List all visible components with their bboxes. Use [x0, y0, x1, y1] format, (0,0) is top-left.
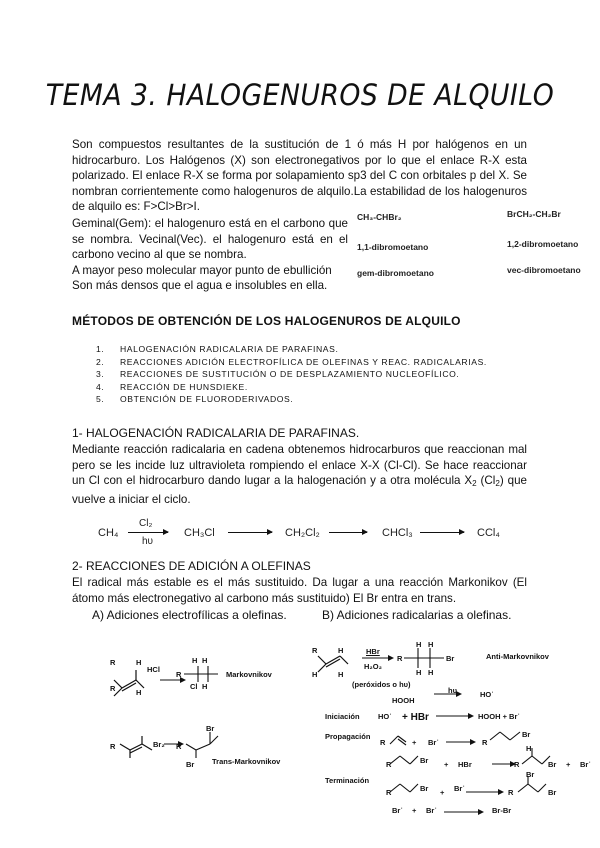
reagent-hv: hυ: [142, 536, 154, 547]
label-br: Br: [206, 724, 215, 733]
label-h: H: [136, 658, 142, 667]
reagent-hbr-initiation: + HBr: [402, 712, 429, 723]
section1-heading: 1- HALOGENACIÓN RADICALARIA DE PARAFINAS.: [72, 426, 360, 440]
label-r: R: [110, 742, 116, 751]
label-r: R: [397, 654, 403, 663]
label-h: H: [202, 656, 208, 665]
vec-name-iupac: 1,2-dibromoetano: [507, 239, 579, 249]
reaction-arrow: [420, 532, 464, 533]
label-r: R: [110, 684, 116, 693]
label-r: R: [176, 742, 182, 751]
reagent-hbr: HBr: [458, 760, 472, 769]
label-br: Br: [522, 730, 531, 739]
peroxides-note: (peróxidos o hυ): [352, 680, 411, 689]
gem-name-common: gem-dibromoetano: [357, 268, 434, 278]
species-ch2cl2: CH₂Cl₂: [285, 527, 320, 539]
species-br-radical: Br˙: [392, 806, 403, 815]
page-title: TEMA 3. HALOGENUROS DE ALQUILO: [45, 78, 555, 112]
plus-sign: +: [444, 760, 449, 769]
label-cl: Cl: [190, 682, 198, 691]
label-r: R: [514, 760, 520, 769]
label-br: Br: [186, 760, 195, 769]
species-hooh-br: HOOH + Br˙: [478, 712, 520, 721]
label-h: H: [338, 646, 344, 655]
reagent-br2: Br₂: [153, 740, 165, 749]
section2-heading: 2- REACCIONES DE ADICIÓN A OLEFINAS: [72, 559, 311, 573]
vec-name-common: vec-dibromoetano: [507, 265, 581, 275]
section1-text: Mediante reacción radicalaria en cadena obtenemos hidrocarburos que reaccionan mal pero se les incide luz ultravioleta rompiendo el enlace X-X (Cl-Cl). Se hace reaccionar un Cl con el hidrocarburo dando lugar a la halogenación y a otra molécula $X_2$ $(Cl_2)$ que vuelve a iniciar el ciclo.: [72, 443, 527, 506]
label-h: H: [312, 670, 318, 679]
trans-markovnikov-label: Trans-Markovnikov: [212, 757, 281, 766]
methods-list-item: 1. HALOGENACIÓN RADICALARIA DE PARAFINAS.: [96, 344, 339, 354]
plus-sign: +: [440, 788, 445, 797]
reaction-arrow: [128, 532, 168, 533]
label-br: Br: [446, 654, 455, 663]
species-br-radical: Br˙: [580, 760, 591, 769]
label-h: H: [202, 682, 208, 691]
species-ch4: CH₄: [98, 527, 119, 539]
label-h: H: [338, 670, 344, 679]
species-br-radical: Br˙: [454, 784, 465, 793]
label-r: R: [508, 788, 514, 797]
label-h: H: [416, 640, 422, 649]
species-ho-radical: HO˙: [378, 712, 392, 721]
label-br: Br: [420, 756, 429, 765]
plus-sign: +: [412, 738, 417, 747]
label-h: H: [428, 668, 434, 677]
reagent-hbr: HBr: [366, 647, 380, 656]
label-h: H: [192, 656, 198, 665]
species-hooh: HOOH: [392, 696, 415, 705]
species-br-br: Br-Br: [492, 806, 512, 815]
species-ch3cl: CH₃Cl: [184, 527, 215, 539]
methods-list-item: 4. REACCIÓN DE HUNSDIEKE.: [96, 381, 248, 392]
vec-formula: BrCH₂-CH₂Br: [507, 209, 561, 219]
boiling-point-text: A mayor peso molecular mayor punto de ebullición: [72, 263, 332, 277]
label-r: R: [482, 738, 488, 747]
species-ccl4: CCl₄: [477, 527, 500, 539]
methods-list-item: 2. REACCIONES ADICIÓN ELECTROFÍLICA DE OLEFINAS Y REAC. RADICALARIAS.: [96, 356, 487, 367]
species-br-radical: Br˙: [428, 738, 439, 747]
initiation-label: Iniciación: [325, 712, 360, 721]
methods-list-item: 5. OBTENCIÓN DE FLUORODERIVADOS.: [96, 394, 294, 405]
species-ho-radical: HO˙: [480, 690, 494, 699]
anti-markovnikov-label: Anti-Markovnikov: [486, 652, 549, 661]
label-r: R: [110, 658, 116, 667]
species-br-radical: Br˙: [426, 806, 437, 815]
propagation-label: Propagación: [325, 732, 371, 741]
gem-formula: CH₃-CHBr₂: [357, 212, 402, 222]
label-br: Br: [548, 788, 557, 797]
section2-text: El radical más estable es el más sustituido. Da lugar a una reacción Markonikov (El átomo más electronegativo al carbono más sustituido) El Br entra en trans.: [72, 576, 527, 605]
label-r: R: [176, 670, 182, 679]
label-h: H: [526, 744, 532, 753]
geminal-text: Geminal(Gem): el halogenuro está en el carbono que se nombra. Vecinal(Vec). el halogenuro está en el carbono vecino al que se nombra.: [72, 217, 348, 262]
label-r: R: [386, 788, 392, 797]
plus-sign: +: [566, 760, 571, 769]
label-br: Br: [526, 770, 535, 779]
label-h: H: [428, 640, 434, 649]
label-h: H: [136, 688, 142, 697]
plus-sign: +: [412, 806, 417, 815]
label-r: R: [380, 738, 386, 747]
density-text: Son más densos que el agua e insolubles en ella.: [72, 279, 328, 293]
termination-label: Terminación: [325, 776, 370, 785]
intro-text: Son compuestos resultantes de la sustitución de 1 ó más H por halógenos en un hidrocarburo. Los Halógenos (X) son electronegativos por lo que el enlace R-X esta polarizado. El enlace R-X se forma por solapamiento sp3 del C con orbitales p del X. Se nombran corrientemente como halogenuros de alquilo.La estabilidad de los halogenuros de alquilo es: F>Cl>Br>I.: [72, 138, 527, 214]
intro-paragraph: [72, 137, 527, 215]
reagent-h2o2: H₂O₂: [364, 662, 382, 671]
label-r: R: [386, 760, 392, 769]
reagent-hcl: HCl: [147, 665, 160, 674]
electrophilic-scheme: [100, 640, 320, 780]
label-br: Br: [548, 760, 557, 769]
label-br: Br: [420, 784, 429, 793]
sub-radical: B) Adiciones radicalarias a olefinas.: [322, 608, 512, 622]
methods-list: [96, 343, 487, 406]
methods-list-item: 3. REACCIONES DE SUSTITUCIÓN O DE DESPLAZAMIENTO NUCLEOFÍLICO.: [96, 369, 460, 380]
methods-heading: MÉTODOS DE OBTENCIÓN DE LOS HALOGENUROS DE ALQUILO: [72, 314, 461, 328]
sub-electrophilic: A) Adiciones electrofílicas a olefinas.: [92, 608, 287, 622]
reaction-arrow: [228, 532, 272, 533]
label-h: H: [416, 668, 422, 677]
reagent-cl2: Cl₂: [139, 518, 153, 529]
markovnikov-label: Markovnikov: [226, 670, 272, 679]
label-hv: hυ: [448, 686, 457, 695]
species-chcl3: CHCl₃: [382, 527, 413, 539]
reaction-arrow: [329, 532, 367, 533]
intro-left-column: [72, 216, 348, 294]
label-r: R: [312, 646, 318, 655]
gem-name-iupac: 1,1-dibromoetano: [357, 242, 429, 252]
